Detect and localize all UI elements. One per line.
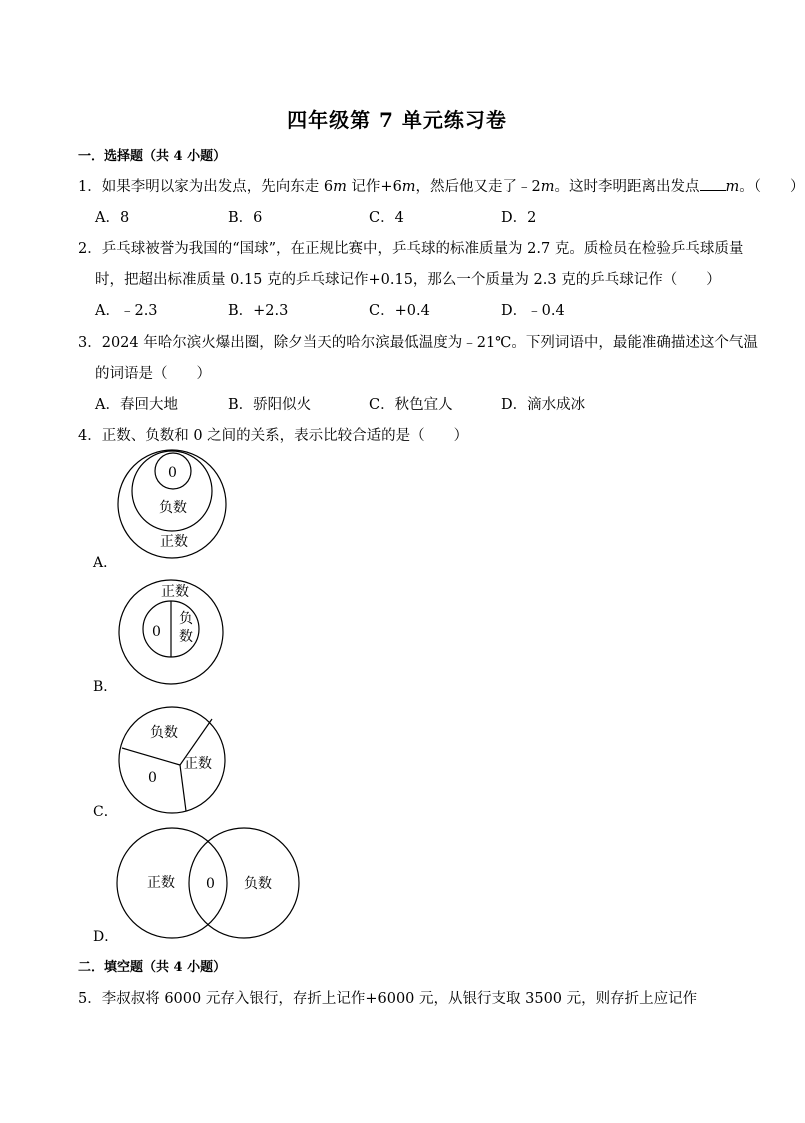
positive-label: 正数	[147, 875, 175, 891]
negative-label: 负数	[244, 876, 272, 892]
question-1-stem: 1．如果李明以家为出发点，先向东走 6m 记作+6m，然后他又走了﹣2m。这时李明距离出发点 m。（ ）	[78, 179, 805, 195]
q2-option-a[interactable]: A．﹣2.3	[95, 303, 158, 319]
q4-diagram-a	[112, 449, 232, 563]
q4-diagram-b	[116, 579, 226, 693]
q4-option-a[interactable]: A．	[93, 555, 118, 571]
positive-label: 正数	[160, 534, 188, 550]
q4-option-b[interactable]: B．	[93, 679, 118, 695]
section-fill-heading: 二．填空题（共 4 小题）	[78, 960, 227, 975]
q3-option-c[interactable]: C．秋色宜人	[369, 397, 453, 413]
q4-diagram-d	[116, 825, 302, 945]
negative-char-1: 负	[179, 611, 193, 627]
q4-option-d[interactable]: D．	[93, 929, 119, 945]
section-choice-heading: 一．选择题（共 4 小题）	[78, 149, 227, 164]
negative-circle	[132, 451, 212, 531]
q3-option-b[interactable]: B．骄阳似火	[228, 397, 312, 413]
question-3-line-2: 的词语是（ ）	[95, 366, 211, 382]
q1-option-c[interactable]: C．4	[369, 210, 404, 226]
question-5-line-1: 5．李叔叔将 6000 元存入银行，存折上记作+6000 元，从银行支取 3500 元，则存折上应记作	[78, 991, 698, 1007]
q4-option-c[interactable]: C．	[93, 804, 118, 820]
question-3-line-1: 3．2024 年哈尔滨火爆出圈，除夕当天的哈尔滨最低温度为﹣21℃。下列词语中，最能准确描述这个气温	[78, 335, 758, 351]
q2-option-b[interactable]: B．+2.3	[228, 303, 289, 319]
negative-label: 负数	[150, 725, 178, 741]
q4-diagram-c	[116, 705, 228, 819]
answer-blank[interactable]	[700, 178, 726, 191]
question-2-line-1: 2．乒乓球被誉为我国的“国球”，在正规比赛中，乒乓球的标准质量为 2.7 克。质检员在检验乒乓球质量	[78, 241, 744, 257]
zero-label: 0	[152, 624, 161, 640]
positive-label: 正数	[184, 756, 212, 772]
q1-option-b[interactable]: B．6	[228, 210, 263, 226]
positive-label: 正数	[161, 584, 189, 600]
negative-label: 负数	[159, 500, 187, 516]
question-4-stem: 4．正数、负数和 0 之间的关系，表示比较合适的是（ ）	[78, 428, 469, 444]
negative-char-2: 数	[179, 629, 193, 645]
question-2-line-2: 时，把超出标准质量 0.15 克的乒乓球记作+0.15，那么一个质量为 2.3 克的乒乓球记作（ ）	[95, 272, 721, 288]
q3-option-d[interactable]: D．滴水成冰	[501, 397, 586, 413]
sector-line-2	[122, 748, 180, 765]
page-title: 四年级第 7 单元练习卷	[287, 108, 507, 132]
q2-option-c[interactable]: C．+0.4	[369, 303, 430, 319]
q2-option-d[interactable]: D．﹣0.4	[501, 303, 565, 319]
q1-option-a[interactable]: A．8	[95, 210, 130, 226]
zero-label: 0	[148, 770, 157, 786]
zero-label: 0	[206, 876, 215, 892]
zero-label: 0	[168, 465, 177, 481]
q1-option-d[interactable]: D．2	[501, 210, 537, 226]
q3-option-a[interactable]: A．春回大地	[95, 397, 178, 413]
